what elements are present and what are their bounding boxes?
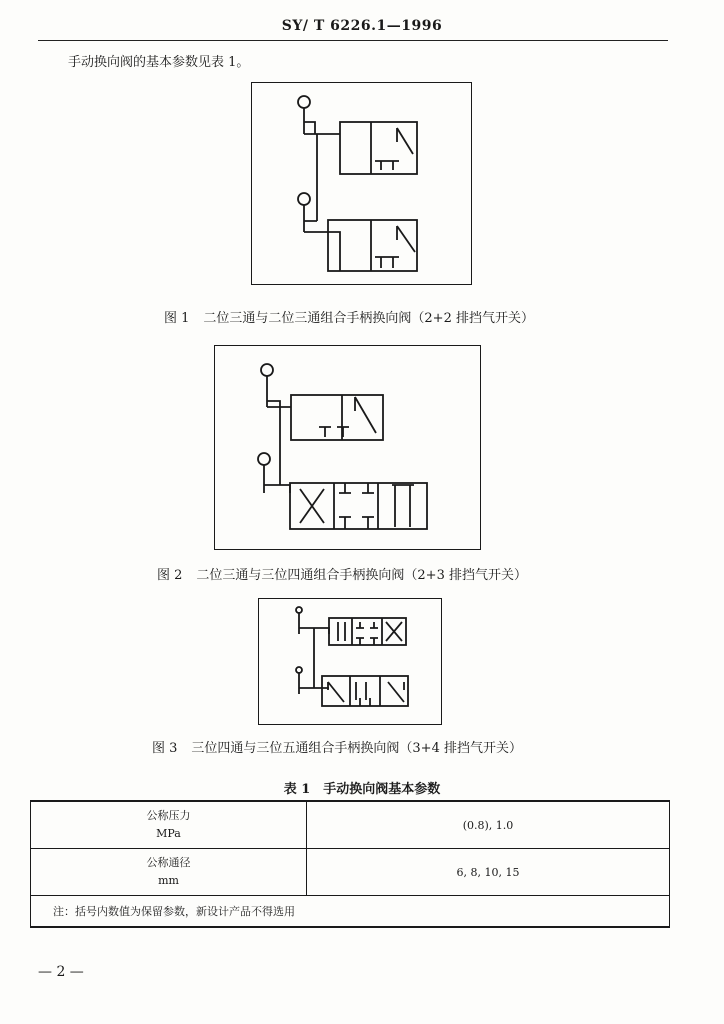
figure-2-number: 图 2 bbox=[157, 568, 183, 583]
figure-3-caption bbox=[152, 737, 522, 756]
table-note-row bbox=[31, 896, 670, 928]
parameter-name: 公称压力 bbox=[146, 809, 191, 822]
figure-3-caption-text: 三位四通与三位五通组合手柄换向阀（3+4 排挡气开关） bbox=[191, 741, 522, 756]
parameter-name-cell bbox=[31, 801, 307, 849]
parameter-table bbox=[30, 800, 670, 928]
figure-3-number: 图 3 bbox=[152, 741, 178, 756]
figure-1-valve-diagram bbox=[251, 82, 472, 285]
table-row bbox=[31, 849, 670, 896]
figure-2-caption bbox=[157, 564, 527, 583]
intro-text: 手动换向阀的基本参数见表 1。 bbox=[68, 55, 250, 70]
parameter-name-cell bbox=[31, 849, 307, 896]
page-number: — 2 — bbox=[38, 964, 84, 980]
figure-2-valve-diagram bbox=[214, 345, 481, 550]
figure-1-caption-text: 二位三通与二位三通组合手柄换向阀（2+2 排挡气开关） bbox=[203, 311, 534, 326]
table-note: 注：括号内数值为保留参数，新设计产品不得选用 bbox=[31, 896, 670, 928]
figure-1-number: 图 1 bbox=[164, 311, 190, 326]
parameter-value: (0.8), 1.0 bbox=[307, 801, 670, 849]
standard-code-header: SY/ T 6226.1—1996 bbox=[281, 18, 443, 34]
figure-3-valve-diagram bbox=[258, 598, 442, 725]
header-rule bbox=[38, 40, 668, 41]
parameter-unit: mm bbox=[158, 874, 179, 887]
table-title: 表 1 手动换向阀基本参数 bbox=[283, 782, 441, 797]
parameter-unit: MPa bbox=[156, 827, 181, 840]
figure-2-caption-text: 二位三通与三位四通组合手柄换向阀（2+3 排挡气开关） bbox=[196, 568, 527, 583]
parameter-value: 6, 8, 10, 15 bbox=[307, 849, 670, 896]
parameter-name: 公称通径 bbox=[146, 856, 191, 869]
table-row bbox=[31, 801, 670, 849]
figure-1-caption bbox=[164, 307, 534, 326]
